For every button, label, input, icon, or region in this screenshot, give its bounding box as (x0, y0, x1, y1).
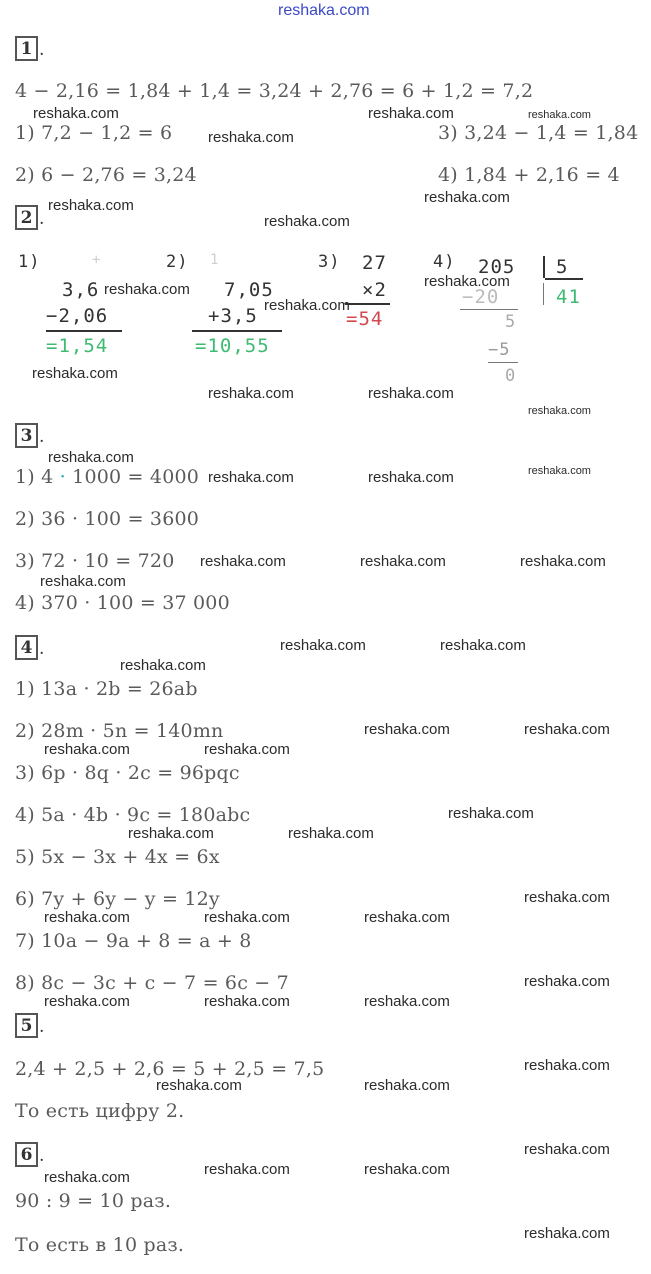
task-1-item-3: 3) 3,24 − 1,4 = 1,84 (438, 122, 639, 144)
watermark[interactable]: reshaka.com (440, 637, 526, 654)
watermark[interactable]: reshaka.com (44, 1169, 130, 1186)
watermark[interactable]: reshaka.com (524, 973, 610, 990)
task-3-dot: . (39, 427, 45, 447)
task-4-item-6: 6) 7y + 6y − y = 12y (15, 888, 220, 910)
watermark[interactable]: reshaka.com (120, 657, 206, 674)
task-2-col1-top: 3,6 (62, 279, 100, 301)
watermark[interactable]: reshaka.com (264, 297, 350, 314)
watermark[interactable]: reshaka.com (524, 721, 610, 738)
watermark[interactable]: reshaka.com (280, 637, 366, 654)
task-2-col4-remainder1: 5 (505, 312, 517, 332)
task-4-item-5: 5) 5x − 3x + 4x = 6x (15, 846, 220, 868)
task-1-item-1: 1) 7,2 − 1,2 = 6 (15, 122, 173, 144)
task-3-item-4: 4) 370 · 100 = 37 000 (15, 592, 230, 614)
task-5-line-1: 2,4 + 2,5 + 2,6 = 5 + 2,5 = 7,5 (15, 1058, 325, 1080)
watermark[interactable]: reshaka.com (288, 825, 374, 842)
watermark[interactable]: reshaka.com (204, 993, 290, 1010)
task-2-col3-top: 27 (362, 252, 387, 274)
watermark[interactable]: reshaka.com (364, 1161, 450, 1178)
task-2-col4-remainder2: 0 (505, 366, 517, 386)
task-2-col1-result: =1,54 (46, 335, 109, 357)
watermark[interactable]: reshaka.com (424, 273, 510, 290)
task-2-col3-multiplier: ×2 (362, 279, 387, 301)
task-5-line-2: То есть цифру 2. (15, 1100, 185, 1122)
task-6-line-2: То есть в 10 раз. (15, 1234, 185, 1256)
watermark[interactable]: reshaka.com (204, 741, 290, 758)
task-1-dot: . (39, 40, 45, 60)
watermark[interactable]: reshaka.com (524, 889, 610, 906)
task-4-item-3: 3) 6p · 8q · 2c = 96pqc (15, 762, 240, 784)
watermark[interactable]: reshaka.com (364, 721, 450, 738)
task-2-col4-divisor-line (545, 278, 583, 280)
watermark[interactable]: reshaka.com (44, 741, 130, 758)
task-2-col4-step1: −20 (462, 286, 500, 308)
watermark[interactable]: reshaka.com (528, 109, 591, 121)
watermark[interactable]: reshaka.com (368, 469, 454, 486)
watermark[interactable]: reshaka.com (32, 365, 118, 382)
task-3-number: 3 (15, 423, 38, 448)
task-2-col3-line (345, 303, 390, 305)
task-3-item-1: 1) 4 · 1000 = 4000 (15, 466, 200, 488)
watermark[interactable]: reshaka.com (528, 465, 591, 477)
task-4-dot: . (39, 639, 45, 659)
task-2-col4-divider-upper (543, 256, 545, 278)
watermark[interactable]: reshaka.com (200, 553, 286, 570)
watermark[interactable]: reshaka.com (520, 553, 606, 570)
watermark[interactable]: reshaka.com (208, 385, 294, 402)
task-2-col2-line (192, 330, 282, 332)
watermark[interactable]: reshaka.com (264, 213, 350, 230)
watermark[interactable]: reshaka.com (528, 405, 591, 417)
watermark[interactable]: reshaka.com (48, 449, 134, 466)
task-2-col4-step2: −5 (488, 340, 511, 360)
task-2-label-2: 2) (166, 252, 189, 272)
watermark[interactable]: reshaka.com (208, 469, 294, 486)
watermark[interactable]: reshaka.com (44, 993, 130, 1010)
task-2-col4-dividend: 205 (478, 256, 516, 278)
task-4-item-7: 7) 10a − 9a + 8 = a + 8 (15, 930, 252, 952)
watermark[interactable]: reshaka.com (448, 805, 534, 822)
task-2-label-4: 4) (433, 252, 456, 272)
task-2-col3-result: =54 (346, 308, 384, 330)
watermark[interactable]: reshaka.com (364, 909, 450, 926)
task-2-col2-top: 7,05 (224, 279, 274, 301)
watermark[interactable]: reshaka.com (128, 825, 214, 842)
task-2-col4-quotient: 41 (556, 286, 581, 308)
task-4-item-4: 4) 5a · 4b · 9c = 180abc (15, 804, 251, 826)
task-4-number: 4 (15, 635, 38, 660)
task-6-number: 6 (15, 1142, 38, 1167)
task-2-col1-mark: + (92, 252, 102, 268)
task-2-col4-divisor: 5 (556, 256, 569, 278)
task-2-dot: . (39, 209, 45, 229)
task-6-line-1: 90 : 9 = 10 раз. (15, 1190, 172, 1212)
task-2-col4-divider-lower (543, 283, 544, 305)
watermark[interactable]: reshaka.com (204, 1161, 290, 1178)
watermark[interactable]: reshaka.com (368, 385, 454, 402)
watermark[interactable]: reshaka.com (48, 197, 134, 214)
task-6-dot: . (39, 1146, 45, 1166)
task-1-number: 1 (15, 36, 38, 61)
task-3-item-2: 2) 36 · 100 = 3600 (15, 508, 200, 530)
task-2-col2-result: =10,55 (195, 335, 270, 357)
watermark[interactable]: reshaka.com (364, 1077, 450, 1094)
task-2-label-3: 3) (318, 252, 341, 272)
task-1-main-equation: 4 − 2,16 = 1,84 + 1,4 = 3,24 + 2,76 = 6 + 1,2 = 7,2 (15, 80, 534, 102)
watermark[interactable]: reshaka.com (44, 909, 130, 926)
watermark[interactable]: reshaka.com (40, 573, 126, 590)
task-2-label-1: 1) (18, 252, 41, 272)
task-5-number: 5 (15, 1013, 38, 1038)
task-2-col1-subtrahend: −2,06 (46, 305, 109, 327)
task-1-item-4: 4) 1,84 + 2,16 = 4 (438, 164, 620, 186)
task-3-item-3: 3) 72 · 10 = 720 (15, 550, 175, 572)
watermark[interactable]: reshaka.com (33, 105, 119, 122)
watermark[interactable]: reshaka.com (204, 909, 290, 926)
task-2-number: 2 (15, 205, 38, 230)
watermark-top[interactable]: reshaka.com (278, 2, 370, 19)
watermark[interactable]: reshaka.com (364, 993, 450, 1010)
task-2-col4-line2 (488, 362, 518, 363)
watermark[interactable]: reshaka.com (360, 553, 446, 570)
task-4-item-8: 8) 8c − 3c + c − 7 = 6c − 7 (15, 972, 289, 994)
watermark[interactable]: reshaka.com (424, 189, 510, 206)
task-2-col2-addend: +3,5 (208, 305, 258, 327)
task-4-item-1: 1) 13a · 2b = 26ab (15, 678, 198, 700)
task-1-item-2: 2) 6 − 2,76 = 3,24 (15, 164, 197, 186)
watermark[interactable]: reshaka.com (524, 1057, 610, 1074)
watermark[interactable]: reshaka.com (156, 1077, 242, 1094)
watermark[interactable]: reshaka.com (104, 281, 190, 298)
watermark[interactable]: reshaka.com (524, 1225, 610, 1242)
watermark[interactable]: reshaka.com (368, 105, 454, 122)
task-5-dot: . (39, 1017, 45, 1037)
task-2-col2-mark: 1 (210, 252, 220, 268)
task-2-col1-line (46, 330, 122, 332)
task-2-col4-line1 (460, 309, 518, 310)
task-4-item-2: 2) 28m · 5n = 140mn (15, 720, 224, 742)
watermark[interactable]: reshaka.com (524, 1141, 610, 1158)
watermark[interactable]: reshaka.com (208, 129, 294, 146)
